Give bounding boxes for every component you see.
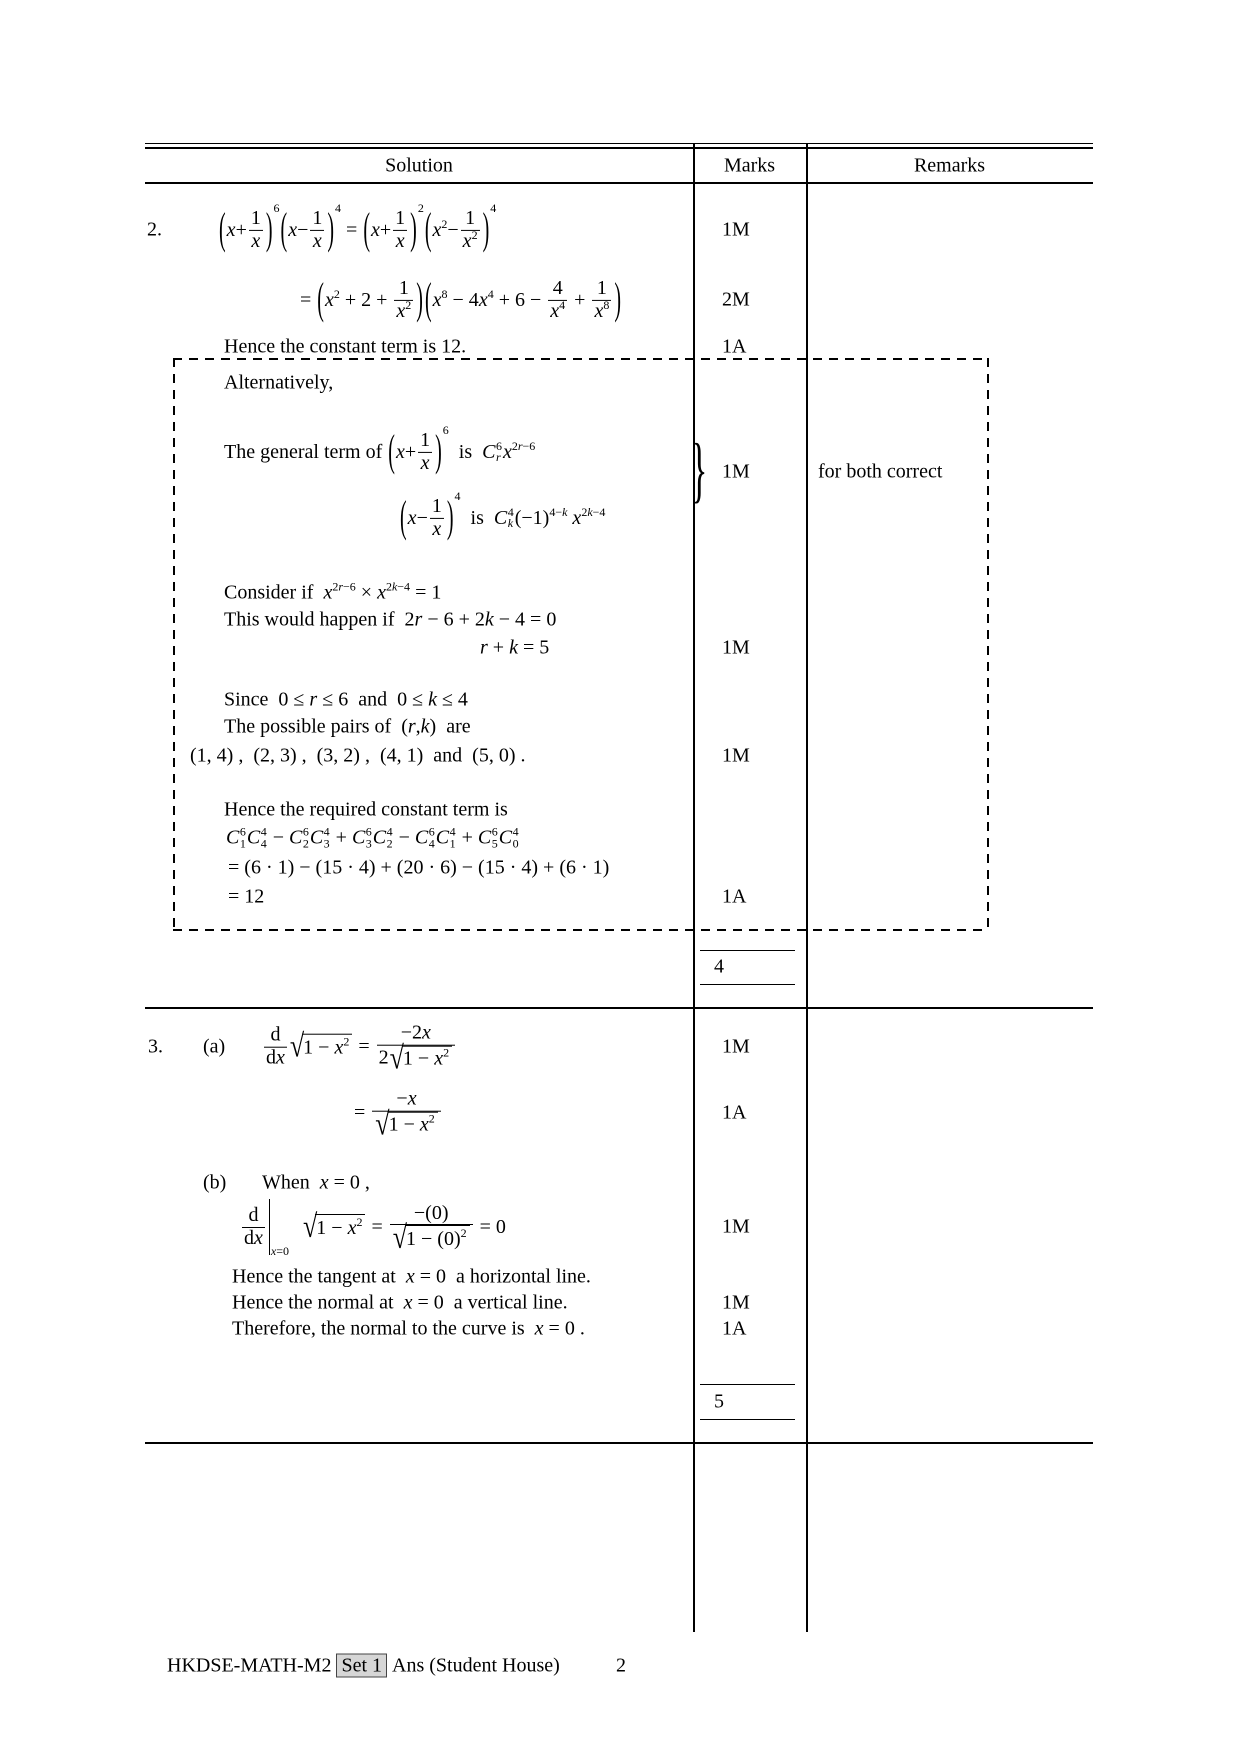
q2-mark-1m-rk5: 1M [722,636,750,659]
q3-a-eq1: d d x √ 1 − x 2 = −2 x 2 √ 1 − x 2 [262,1023,457,1072]
q2-hence-constant: Hence the constant term is 12. [224,335,467,358]
q2-total-rule-top [700,950,795,951]
q2-mark-1m-pairs: 1M [722,744,750,767]
q3-mark-1m-b1: 1M [722,1215,750,1238]
q3-b-when: When x = 0 , [262,1171,370,1194]
q2-remark-for-both-correct: for both correct [818,460,943,483]
footer-doc-code: HKDSE-MATH-M2 [167,1654,332,1677]
q3-b-therefore-line: Therefore, the normal to the curve is x = 0 . [232,1317,585,1340]
column-header-solution: Solution [385,154,453,177]
q3-bottom-separator-rule [145,1442,1093,1444]
q2-eq2: = ( x 2 + 2 + 1 x 2 ) ( x 8 − 4 x 4 + 6 − 4 x 4 + 1 x 8 ) [300,275,621,325]
q3-total-marks: 5 [714,1390,724,1413]
q3-number-text: 3. [148,1035,163,1058]
footer-doc-rest: Ans (Student House) [392,1654,560,1677]
q2-eq1: ( x + 1 x ) 6 ( x − 1 x ) 4 = ( x + 1 x ) 2 ( x 2 − 1 x 2 ) 4 [219,200,497,255]
column-header-remarks: Remarks [913,154,986,177]
q2-rk5-line: r + k = 5 [480,636,550,659]
header-bottom-rule [145,182,1093,184]
q2-mark-1m-both: 1M [722,460,750,483]
marks-column-right-divider [806,143,808,1632]
q2-number [147,219,162,242]
table-top-rule-thin [145,143,1093,144]
alt-box-right-border [987,358,989,930]
q2-number-text: 2. [147,218,162,241]
q3-b-normal-line: Hence the normal at x = 0 a vertical line. [232,1291,568,1314]
q2-general-term-2: ( x − 1 x ) 4 is C 4 k (−1) 4−k x 2k−4 [400,488,606,543]
alt-box-bottom-border [173,929,988,931]
q2-consider-line: Consider if x 2r−6 × x 2k−4 = 1 [224,579,442,604]
footer-document-id [147,1632,560,1701]
q3-b-tangent-line: Hence the tangent at x = 0 a horizontal line. [232,1265,591,1288]
q2-total-rule-bottom [700,984,795,985]
q3-mark-1a-a2: 1A [722,1101,747,1124]
q3-part-a-label-text: (a) [203,1035,226,1058]
q3-part-a-label [203,1036,225,1059]
alt-box-left-border [173,358,175,930]
q3-part-b-label-text: (b) [203,1171,227,1194]
q3-mark-1m-b2: 1M [722,1291,750,1314]
q2-happen-line: This would happen if 2 r − 6 + 2 k − 4 = 0 [224,608,557,631]
q2-c-expression: C 6 1 C 4 4 − C 6 2 C 4 3 + C 6 3 C 4 2 − C 6 4 C 4 1 + C 6 5 C 4 0 [226,824,519,850]
q3-a-eq2: = − x √ 1 − x 2 [354,1089,443,1138]
q2-pairs-intro: The possible pairs of ( r , k ) are [224,715,471,738]
marks-column-left-divider [693,143,695,1632]
q2-pairs-list: (1, 4) , (2, 3) , (3, 2) , (4, 1) and (5, 0) . [190,744,526,767]
q3-mark-1a-b3: 1A [722,1317,747,1340]
q2-brace-both-terms: } [691,431,708,511]
q3-total-rule-top [700,1384,795,1385]
q2-calc-line: = (6 · 1) − (15 · 4) + (20 · 6) − (15 · 4) + (6 · 1) [228,856,610,879]
column-header-marks: Marks [723,154,776,177]
q3-number [148,1036,163,1059]
q3-b-eq: d d x x=0 √ 1 − x 2 = −(0) √ 1 − (0) 2 = 0 [240,1199,506,1255]
q2-mark-1a-result: 1A [722,885,747,908]
q2-since-line: Since 0 ≤ r ≤ 6 and 0 ≤ k ≤ 4 [224,688,468,711]
q2-mark-2m-eq2: 2M [722,288,750,311]
q2-alternatively: Alternatively, [224,371,334,394]
q2-result-12: = 12 [228,885,265,908]
q3-mark-1m-a1: 1M [722,1035,750,1058]
footer-set-box: Set 1 [336,1654,387,1678]
footer-page-number: 2 [616,1654,626,1677]
q2-q3-separator-rule [145,1007,1093,1009]
q3-part-b-label [203,1172,226,1195]
q2-mark-1a-constant: 1A [722,335,747,358]
q2-hence-required: Hence the required constant term is [224,798,508,821]
q3-total-rule-bottom [700,1419,795,1420]
q2-mark-1m-eq1: 1M [722,218,750,241]
q2-general-term-1: The general term of ( x + 1 x ) 6 is C 6 r x 2r−6 [224,422,536,477]
q2-total-marks: 4 [714,955,724,978]
table-top-rule [145,147,1093,149]
